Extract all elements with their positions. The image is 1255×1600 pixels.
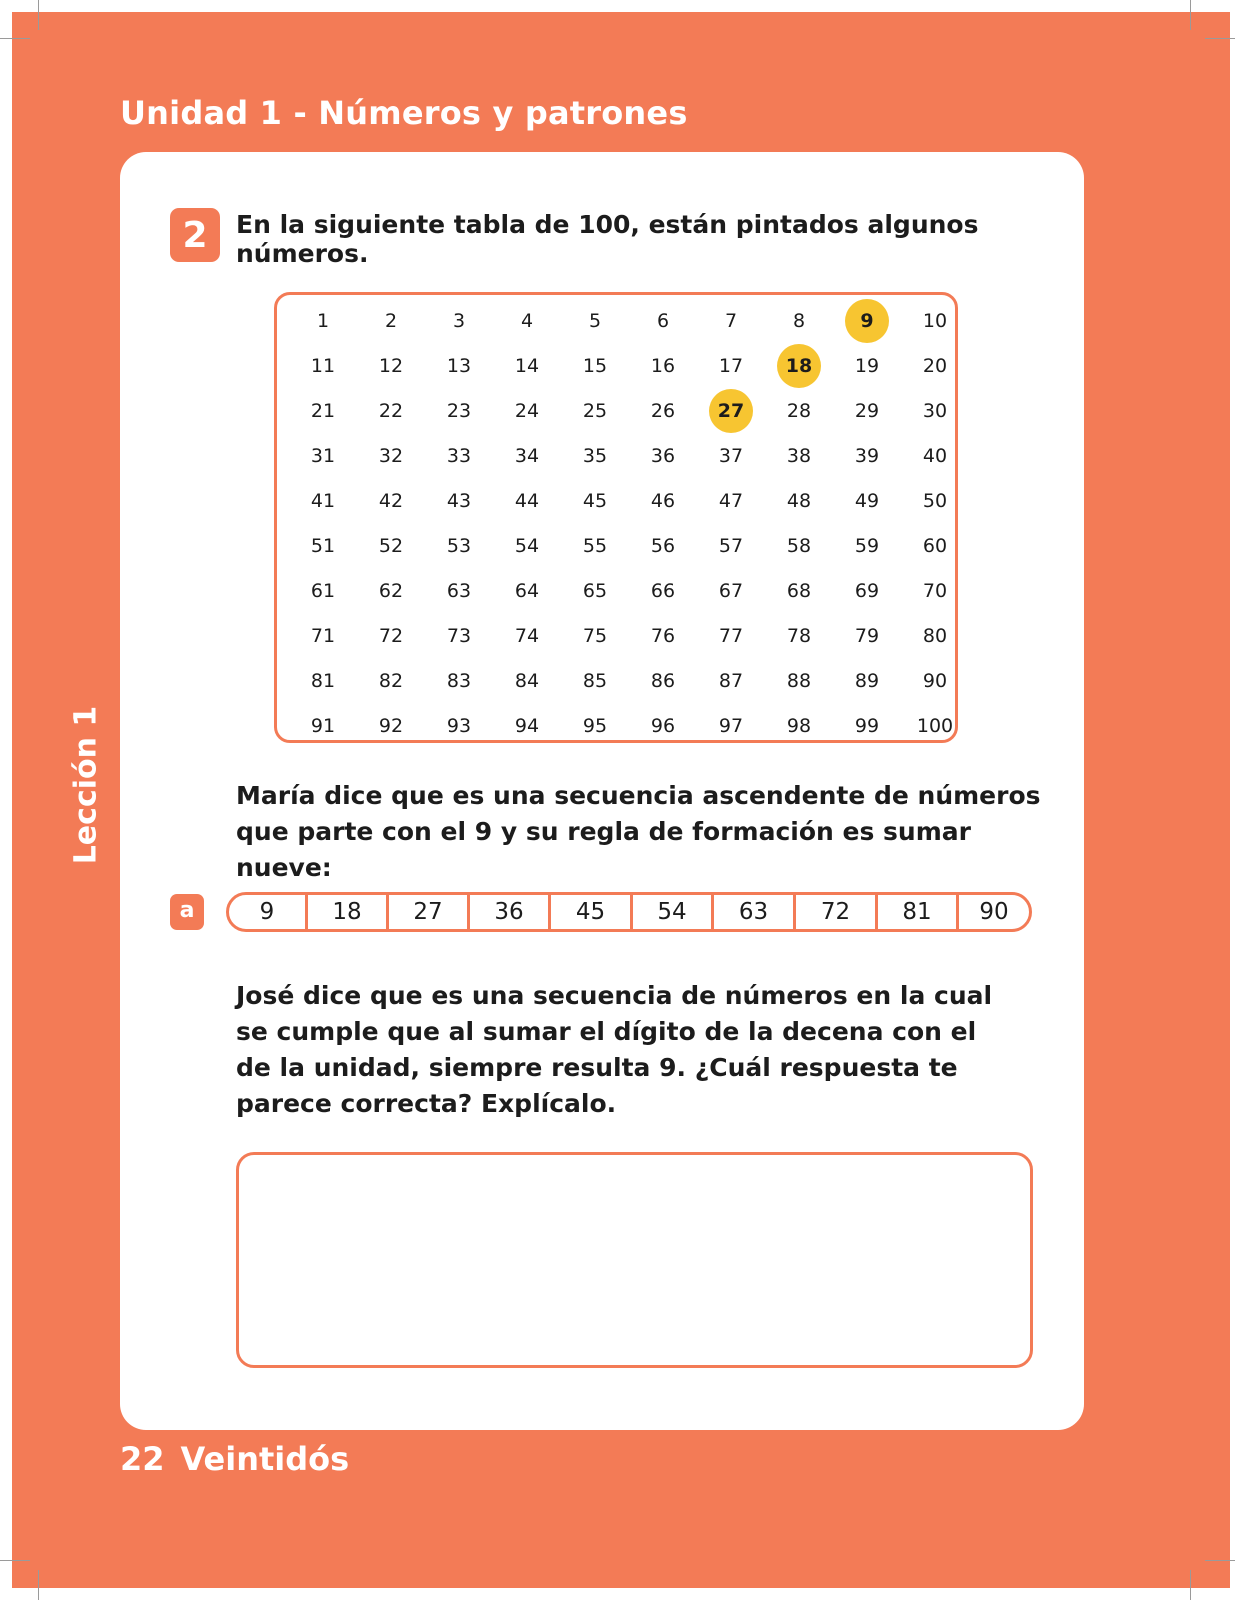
table-cell-number: 72 xyxy=(378,624,404,647)
table-cell xyxy=(357,298,425,343)
table-cell xyxy=(357,343,425,388)
table-cell xyxy=(697,298,765,343)
table-cell-number: 6 xyxy=(656,309,670,332)
table-cell-number: 94 xyxy=(514,714,540,737)
table-cell-number: 68 xyxy=(786,579,812,602)
table-cell xyxy=(833,343,901,388)
table-cell-number: 97 xyxy=(718,714,744,737)
table-cell xyxy=(425,613,493,658)
table-cell-number: 30 xyxy=(922,399,948,422)
table-cell xyxy=(289,388,357,433)
table-cell-number: 92 xyxy=(378,714,404,737)
sequence-cell: 72 xyxy=(796,895,878,929)
table-cell xyxy=(697,478,765,523)
table-cell xyxy=(833,613,901,658)
table-cell-number: 29 xyxy=(854,399,880,422)
table-cell xyxy=(289,568,357,613)
table-cell xyxy=(629,388,697,433)
page-number-word: Veintidós xyxy=(180,1440,350,1478)
table-cell xyxy=(697,568,765,613)
crop-mark xyxy=(0,1560,30,1561)
table-cell xyxy=(493,478,561,523)
table-cell xyxy=(697,433,765,478)
table-cell xyxy=(561,703,629,748)
question-number-badge: 2 xyxy=(170,208,220,262)
table-cell xyxy=(357,523,425,568)
table-cell xyxy=(901,433,969,478)
table-cell xyxy=(901,343,969,388)
table-cell xyxy=(357,478,425,523)
table-cell xyxy=(357,433,425,478)
table-cell-number: 5 xyxy=(588,309,602,332)
table-cell-number: 100 xyxy=(916,714,954,737)
table-cell-number: 61 xyxy=(310,579,336,602)
table-cell xyxy=(425,523,493,568)
table-cell-number: 57 xyxy=(718,534,744,557)
table-cell xyxy=(561,388,629,433)
table-cell xyxy=(629,658,697,703)
table-cell-number: 49 xyxy=(854,489,880,512)
table-cell xyxy=(425,343,493,388)
table-cell xyxy=(901,298,969,343)
table-cell-number: 75 xyxy=(582,624,608,647)
highlighted-table-cell xyxy=(697,388,765,433)
table-cell xyxy=(833,523,901,568)
table-cell-number: 58 xyxy=(786,534,812,557)
table-cell xyxy=(697,343,765,388)
table-cell xyxy=(425,388,493,433)
table-cell-number: 59 xyxy=(854,534,880,557)
table-cell-number: 67 xyxy=(718,579,744,602)
table-cell-number: 11 xyxy=(310,354,336,377)
table-cell-number: 83 xyxy=(446,669,472,692)
table-cell-number: 84 xyxy=(514,669,540,692)
table-cell-number: 10 xyxy=(922,309,948,332)
table-cell xyxy=(493,343,561,388)
table-cell-number: 7 xyxy=(724,309,738,332)
table-cell-number: 50 xyxy=(922,489,948,512)
highlighted-table-cell xyxy=(765,343,833,388)
table-cell-number: 43 xyxy=(446,489,472,512)
table-cell xyxy=(697,613,765,658)
highlighted-table-cell xyxy=(833,298,901,343)
table-cell-number: 39 xyxy=(854,444,880,467)
lesson-tab: Lección 1 xyxy=(68,705,104,865)
table-cell xyxy=(493,613,561,658)
maria-statement: María dice que es una secuencia ascendente de números que parte con el 9 y su regla de formación es sumar nueve: xyxy=(236,781,1041,882)
table-cell xyxy=(561,343,629,388)
table-cell xyxy=(561,568,629,613)
table-cell-number: 54 xyxy=(514,534,540,557)
table-cell-number: 13 xyxy=(446,354,472,377)
table-cell-number: 14 xyxy=(514,354,540,377)
table-cell-number: 21 xyxy=(310,399,336,422)
table-cell-number: 65 xyxy=(582,579,608,602)
table-cell xyxy=(357,703,425,748)
table-cell xyxy=(765,388,833,433)
table-cell-number: 35 xyxy=(582,444,608,467)
table-cell xyxy=(833,568,901,613)
crop-mark xyxy=(38,1570,39,1600)
crop-mark xyxy=(38,0,39,30)
table-cell xyxy=(425,568,493,613)
table-cell xyxy=(901,703,969,748)
table-cell-number: 93 xyxy=(446,714,472,737)
table-cell xyxy=(561,478,629,523)
table-cell-number: 45 xyxy=(582,489,608,512)
sequence-cell: 90 xyxy=(979,899,1009,925)
table-cell xyxy=(357,388,425,433)
table-cell-number: 28 xyxy=(786,399,812,422)
table-cell xyxy=(425,433,493,478)
table-cell-number: 90 xyxy=(922,669,948,692)
table-cell-number: 52 xyxy=(378,534,404,557)
table-cell-number: 41 xyxy=(310,489,336,512)
table-cell-number: 48 xyxy=(786,489,812,512)
table-cell xyxy=(629,433,697,478)
table-cell-number: 66 xyxy=(650,579,676,602)
table-cell-number: 95 xyxy=(582,714,608,737)
table-cell-number: 4 xyxy=(520,309,534,332)
table-cell xyxy=(901,478,969,523)
table-cell xyxy=(833,703,901,748)
table-cell-number: 26 xyxy=(650,399,676,422)
table-cell-number: 82 xyxy=(378,669,404,692)
table-cell xyxy=(493,658,561,703)
table-cell-number: 87 xyxy=(718,669,744,692)
table-cell-number: 27 xyxy=(709,389,753,433)
table-cell xyxy=(289,523,357,568)
table-cell-number: 38 xyxy=(786,444,812,467)
page-footer xyxy=(120,1440,349,1478)
sequence-cell: 9 xyxy=(229,895,308,929)
table-cell-number: 19 xyxy=(854,354,880,377)
table-cell xyxy=(629,613,697,658)
table-cell xyxy=(901,658,969,703)
table-cell xyxy=(833,433,901,478)
table-cell xyxy=(289,433,357,478)
table-cell-number: 96 xyxy=(650,714,676,737)
table-cell xyxy=(289,478,357,523)
table-cell-number: 42 xyxy=(378,489,404,512)
table-cell xyxy=(697,703,765,748)
table-cell xyxy=(901,568,969,613)
table-cell xyxy=(493,568,561,613)
table-cell-number: 37 xyxy=(718,444,744,467)
table-cell xyxy=(289,613,357,658)
table-cell xyxy=(697,523,765,568)
table-cell xyxy=(629,343,697,388)
table-cell-number: 51 xyxy=(310,534,336,557)
table-cell xyxy=(561,433,629,478)
part-a-badge: a xyxy=(170,894,204,930)
table-cell xyxy=(493,703,561,748)
table-cell xyxy=(629,523,697,568)
table-cell-number: 88 xyxy=(786,669,812,692)
sequence-cell: 27 xyxy=(389,895,470,929)
table-cell xyxy=(765,568,833,613)
table-cell-number: 91 xyxy=(310,714,336,737)
hundred-table xyxy=(274,292,958,743)
table-cell xyxy=(765,478,833,523)
jose-statement: José dice que es una secuencia de números en la cual se cumple que al sumar el dígito de la decena con el de la unidad, siempre resulta 9. ¿Cuál respuesta te parece correcta? Explícalo. xyxy=(236,981,993,1118)
table-cell-number: 86 xyxy=(650,669,676,692)
crop-mark xyxy=(1205,38,1235,39)
table-cell-number: 55 xyxy=(582,534,608,557)
sequence-cell: 18 xyxy=(308,895,389,929)
table-cell-number: 98 xyxy=(786,714,812,737)
answer-box[interactable] xyxy=(236,1152,1033,1368)
table-cell xyxy=(561,613,629,658)
table-cell-number: 89 xyxy=(854,669,880,692)
hundred-grid xyxy=(289,298,969,748)
table-cell-number: 81 xyxy=(310,669,336,692)
table-cell-number: 33 xyxy=(446,444,472,467)
table-cell xyxy=(901,523,969,568)
table-cell xyxy=(765,703,833,748)
table-cell xyxy=(357,613,425,658)
page-number: 22 xyxy=(120,1440,165,1478)
table-cell-number: 25 xyxy=(582,399,608,422)
unit-title: Unidad 1 - Números y patrones xyxy=(120,94,688,132)
crop-mark xyxy=(1205,1560,1235,1561)
table-cell xyxy=(833,388,901,433)
table-cell-number: 9 xyxy=(845,299,889,343)
table-cell xyxy=(765,523,833,568)
table-cell-number: 24 xyxy=(514,399,540,422)
table-cell xyxy=(765,658,833,703)
table-cell-number: 12 xyxy=(378,354,404,377)
table-cell-number: 32 xyxy=(378,444,404,467)
table-cell-number: 80 xyxy=(922,624,948,647)
sequence-cell: 45 xyxy=(551,895,633,929)
table-cell-number: 73 xyxy=(446,624,472,647)
table-cell xyxy=(629,478,697,523)
table-cell xyxy=(493,388,561,433)
table-cell-number: 69 xyxy=(854,579,880,602)
table-cell-number: 1 xyxy=(316,309,330,332)
table-cell-number: 63 xyxy=(446,579,472,602)
table-cell xyxy=(493,433,561,478)
table-cell xyxy=(357,568,425,613)
table-cell-number: 8 xyxy=(792,309,806,332)
table-cell-number: 22 xyxy=(378,399,404,422)
table-cell xyxy=(629,298,697,343)
table-cell-number: 46 xyxy=(650,489,676,512)
table-cell-number: 71 xyxy=(310,624,336,647)
table-cell xyxy=(289,298,357,343)
table-cell xyxy=(765,298,833,343)
table-cell xyxy=(833,478,901,523)
sequence-cell: 63 xyxy=(714,895,796,929)
table-cell-number: 74 xyxy=(514,624,540,647)
crop-mark xyxy=(1190,0,1191,30)
table-cell-number: 78 xyxy=(786,624,812,647)
table-cell-number: 56 xyxy=(650,534,676,557)
table-cell xyxy=(493,523,561,568)
table-cell xyxy=(289,343,357,388)
table-cell xyxy=(765,613,833,658)
table-cell xyxy=(901,388,969,433)
table-cell-number: 76 xyxy=(650,624,676,647)
sequence-cell: 81 xyxy=(878,895,959,929)
table-cell-number: 99 xyxy=(854,714,880,737)
sequence-cell: 54 xyxy=(633,895,714,929)
table-cell-number: 3 xyxy=(452,309,466,332)
table-cell-number: 20 xyxy=(922,354,948,377)
table-cell xyxy=(697,658,765,703)
table-cell xyxy=(425,478,493,523)
table-cell-number: 70 xyxy=(922,579,948,602)
table-cell xyxy=(425,658,493,703)
table-cell-number: 18 xyxy=(777,344,821,388)
table-cell xyxy=(561,298,629,343)
question-prompt: En la siguiente tabla de 100, están pintados algunos números. xyxy=(236,210,979,268)
table-cell-number: 60 xyxy=(922,534,948,557)
table-cell-number: 79 xyxy=(854,624,880,647)
table-cell xyxy=(629,703,697,748)
table-cell xyxy=(289,658,357,703)
table-cell-number: 85 xyxy=(582,669,608,692)
table-cell-number: 2 xyxy=(384,309,398,332)
sequence-strip xyxy=(226,892,1032,932)
table-cell-number: 53 xyxy=(446,534,472,557)
table-cell xyxy=(425,298,493,343)
table-cell xyxy=(561,523,629,568)
table-cell-number: 36 xyxy=(650,444,676,467)
table-cell xyxy=(561,658,629,703)
table-cell-number: 34 xyxy=(514,444,540,467)
table-cell-number: 31 xyxy=(310,444,336,467)
crop-mark xyxy=(0,38,30,39)
table-cell-number: 15 xyxy=(582,354,608,377)
worksheet-card xyxy=(120,152,1084,1430)
table-cell xyxy=(765,433,833,478)
table-cell xyxy=(629,568,697,613)
sequence-cell: 36 xyxy=(470,895,551,929)
table-cell-number: 23 xyxy=(446,399,472,422)
table-cell-number: 62 xyxy=(378,579,404,602)
table-cell xyxy=(289,703,357,748)
crop-mark xyxy=(1190,1570,1191,1600)
table-cell-number: 40 xyxy=(922,444,948,467)
table-cell xyxy=(357,658,425,703)
table-cell-number: 77 xyxy=(718,624,744,647)
table-cell xyxy=(833,658,901,703)
table-cell xyxy=(901,613,969,658)
table-cell xyxy=(493,298,561,343)
table-cell-number: 44 xyxy=(514,489,540,512)
table-cell-number: 17 xyxy=(718,354,744,377)
table-cell xyxy=(425,703,493,748)
table-cell-number: 16 xyxy=(650,354,676,377)
table-cell-number: 47 xyxy=(718,489,744,512)
table-cell-number: 64 xyxy=(514,579,540,602)
